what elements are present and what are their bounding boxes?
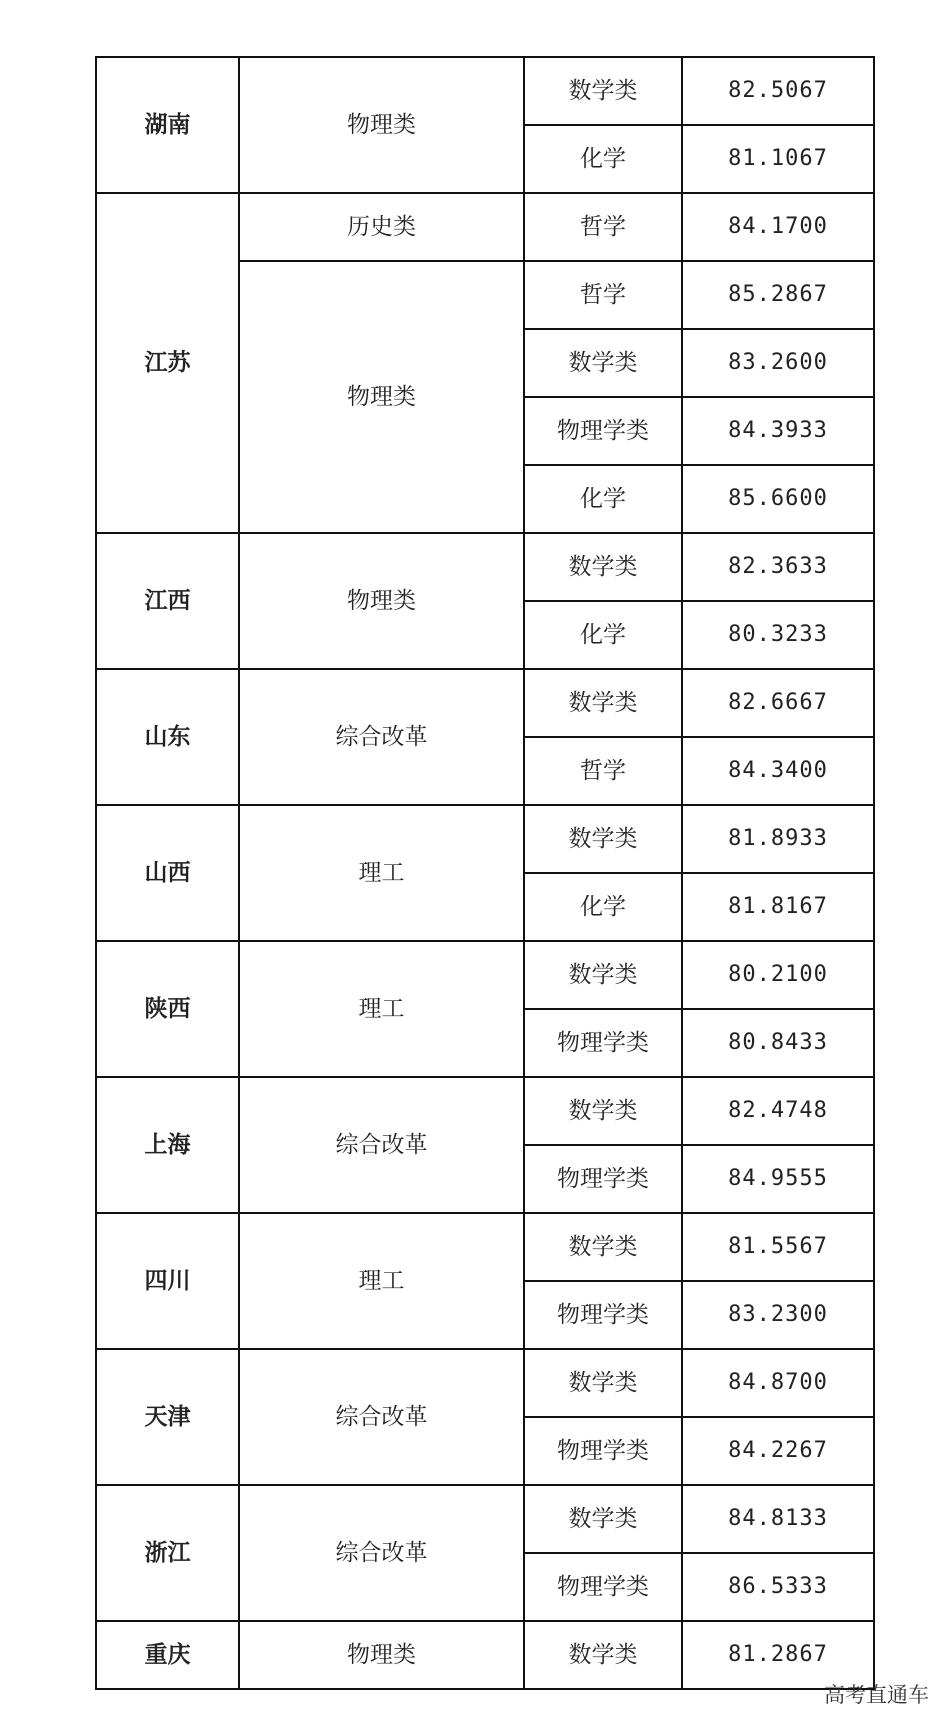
score-cell: 84.3933 bbox=[682, 397, 874, 465]
subject-cell: 数学类 bbox=[524, 1077, 682, 1145]
subject-cell: 数学类 bbox=[524, 1349, 682, 1417]
score-cell: 83.2300 bbox=[682, 1281, 874, 1349]
table-row bbox=[96, 805, 874, 873]
table-row bbox=[96, 941, 874, 1009]
score-cell: 86.5333 bbox=[682, 1553, 874, 1621]
score-cell: 80.3233 bbox=[682, 601, 874, 669]
score-cell: 81.8167 bbox=[682, 873, 874, 941]
score-cell: 81.8933 bbox=[682, 805, 874, 873]
track-cell: 综合改革 bbox=[239, 1077, 524, 1213]
track-cell: 物理类 bbox=[239, 57, 524, 193]
track-cell: 综合改革 bbox=[239, 1349, 524, 1485]
track-cell: 理工 bbox=[239, 941, 524, 1077]
track-cell: 理工 bbox=[239, 1213, 524, 1349]
subject-cell: 哲学 bbox=[524, 261, 682, 329]
subject-cell: 数学类 bbox=[524, 941, 682, 1009]
province-cell: 天津 bbox=[96, 1349, 239, 1485]
province-cell: 陕西 bbox=[96, 941, 239, 1077]
score-cell: 84.1700 bbox=[682, 193, 874, 261]
score-cell: 80.8433 bbox=[682, 1009, 874, 1077]
subject-cell: 物理学类 bbox=[524, 1281, 682, 1349]
score-table-body bbox=[96, 57, 874, 1689]
score-cell: 82.5067 bbox=[682, 57, 874, 125]
province-cell: 上海 bbox=[96, 1077, 239, 1213]
score-cell: 84.2267 bbox=[682, 1417, 874, 1485]
score-cell: 80.2100 bbox=[682, 941, 874, 1009]
subject-cell: 数学类 bbox=[524, 1621, 682, 1689]
score-cell: 83.2600 bbox=[682, 329, 874, 397]
subject-cell: 物理学类 bbox=[524, 1009, 682, 1077]
province-cell: 四川 bbox=[96, 1213, 239, 1349]
subject-cell: 数学类 bbox=[524, 669, 682, 737]
score-cell: 82.3633 bbox=[682, 533, 874, 601]
track-cell: 理工 bbox=[239, 805, 524, 941]
table-row bbox=[96, 193, 874, 261]
track-cell: 综合改革 bbox=[239, 1485, 524, 1621]
table-row bbox=[96, 1349, 874, 1417]
score-cell: 84.3400 bbox=[682, 737, 874, 805]
subject-cell: 物理学类 bbox=[524, 1145, 682, 1213]
subject-cell: 化学 bbox=[524, 465, 682, 533]
table-row bbox=[96, 1485, 874, 1553]
score-cell: 82.4748 bbox=[682, 1077, 874, 1145]
subject-cell: 化学 bbox=[524, 873, 682, 941]
subject-cell: 数学类 bbox=[524, 533, 682, 601]
province-cell: 浙江 bbox=[96, 1485, 239, 1621]
table-row bbox=[96, 1077, 874, 1145]
score-cell: 85.6600 bbox=[682, 465, 874, 533]
province-cell: 江西 bbox=[96, 533, 239, 669]
track-cell: 物理类 bbox=[239, 1621, 524, 1689]
province-cell: 江苏 bbox=[96, 193, 239, 533]
watermark-text: 高考直通车 bbox=[824, 1683, 929, 1707]
subject-cell: 数学类 bbox=[524, 1485, 682, 1553]
score-cell: 81.1067 bbox=[682, 125, 874, 193]
score-cell: 81.5567 bbox=[682, 1213, 874, 1281]
score-cell: 82.6667 bbox=[682, 669, 874, 737]
score-cell: 84.8133 bbox=[682, 1485, 874, 1553]
subject-cell: 物理学类 bbox=[524, 1417, 682, 1485]
subject-cell: 数学类 bbox=[524, 805, 682, 873]
score-cell: 84.8700 bbox=[682, 1349, 874, 1417]
province-cell: 重庆 bbox=[96, 1621, 239, 1689]
province-cell: 山西 bbox=[96, 805, 239, 941]
subject-cell: 数学类 bbox=[524, 329, 682, 397]
table-row bbox=[96, 1621, 874, 1689]
track-cell: 历史类 bbox=[239, 193, 524, 261]
score-cell: 85.2867 bbox=[682, 261, 874, 329]
subject-cell: 物理学类 bbox=[524, 1553, 682, 1621]
score-cell: 84.9555 bbox=[682, 1145, 874, 1213]
track-cell: 综合改革 bbox=[239, 669, 524, 805]
table-row bbox=[96, 533, 874, 601]
subject-cell: 化学 bbox=[524, 125, 682, 193]
subject-cell: 化学 bbox=[524, 601, 682, 669]
table-row bbox=[96, 1213, 874, 1281]
subject-cell: 哲学 bbox=[524, 193, 682, 261]
province-cell: 湖南 bbox=[96, 57, 239, 193]
subject-cell: 数学类 bbox=[524, 57, 682, 125]
table-row bbox=[96, 669, 874, 737]
subject-cell: 哲学 bbox=[524, 737, 682, 805]
subject-cell: 数学类 bbox=[524, 1213, 682, 1281]
province-cell: 山东 bbox=[96, 669, 239, 805]
score-table bbox=[95, 56, 875, 1690]
track-cell: 物理类 bbox=[239, 533, 524, 669]
score-cell: 81.2867 bbox=[682, 1621, 874, 1689]
table-row bbox=[96, 57, 874, 125]
subject-cell: 物理学类 bbox=[524, 397, 682, 465]
track-cell: 物理类 bbox=[239, 261, 524, 533]
